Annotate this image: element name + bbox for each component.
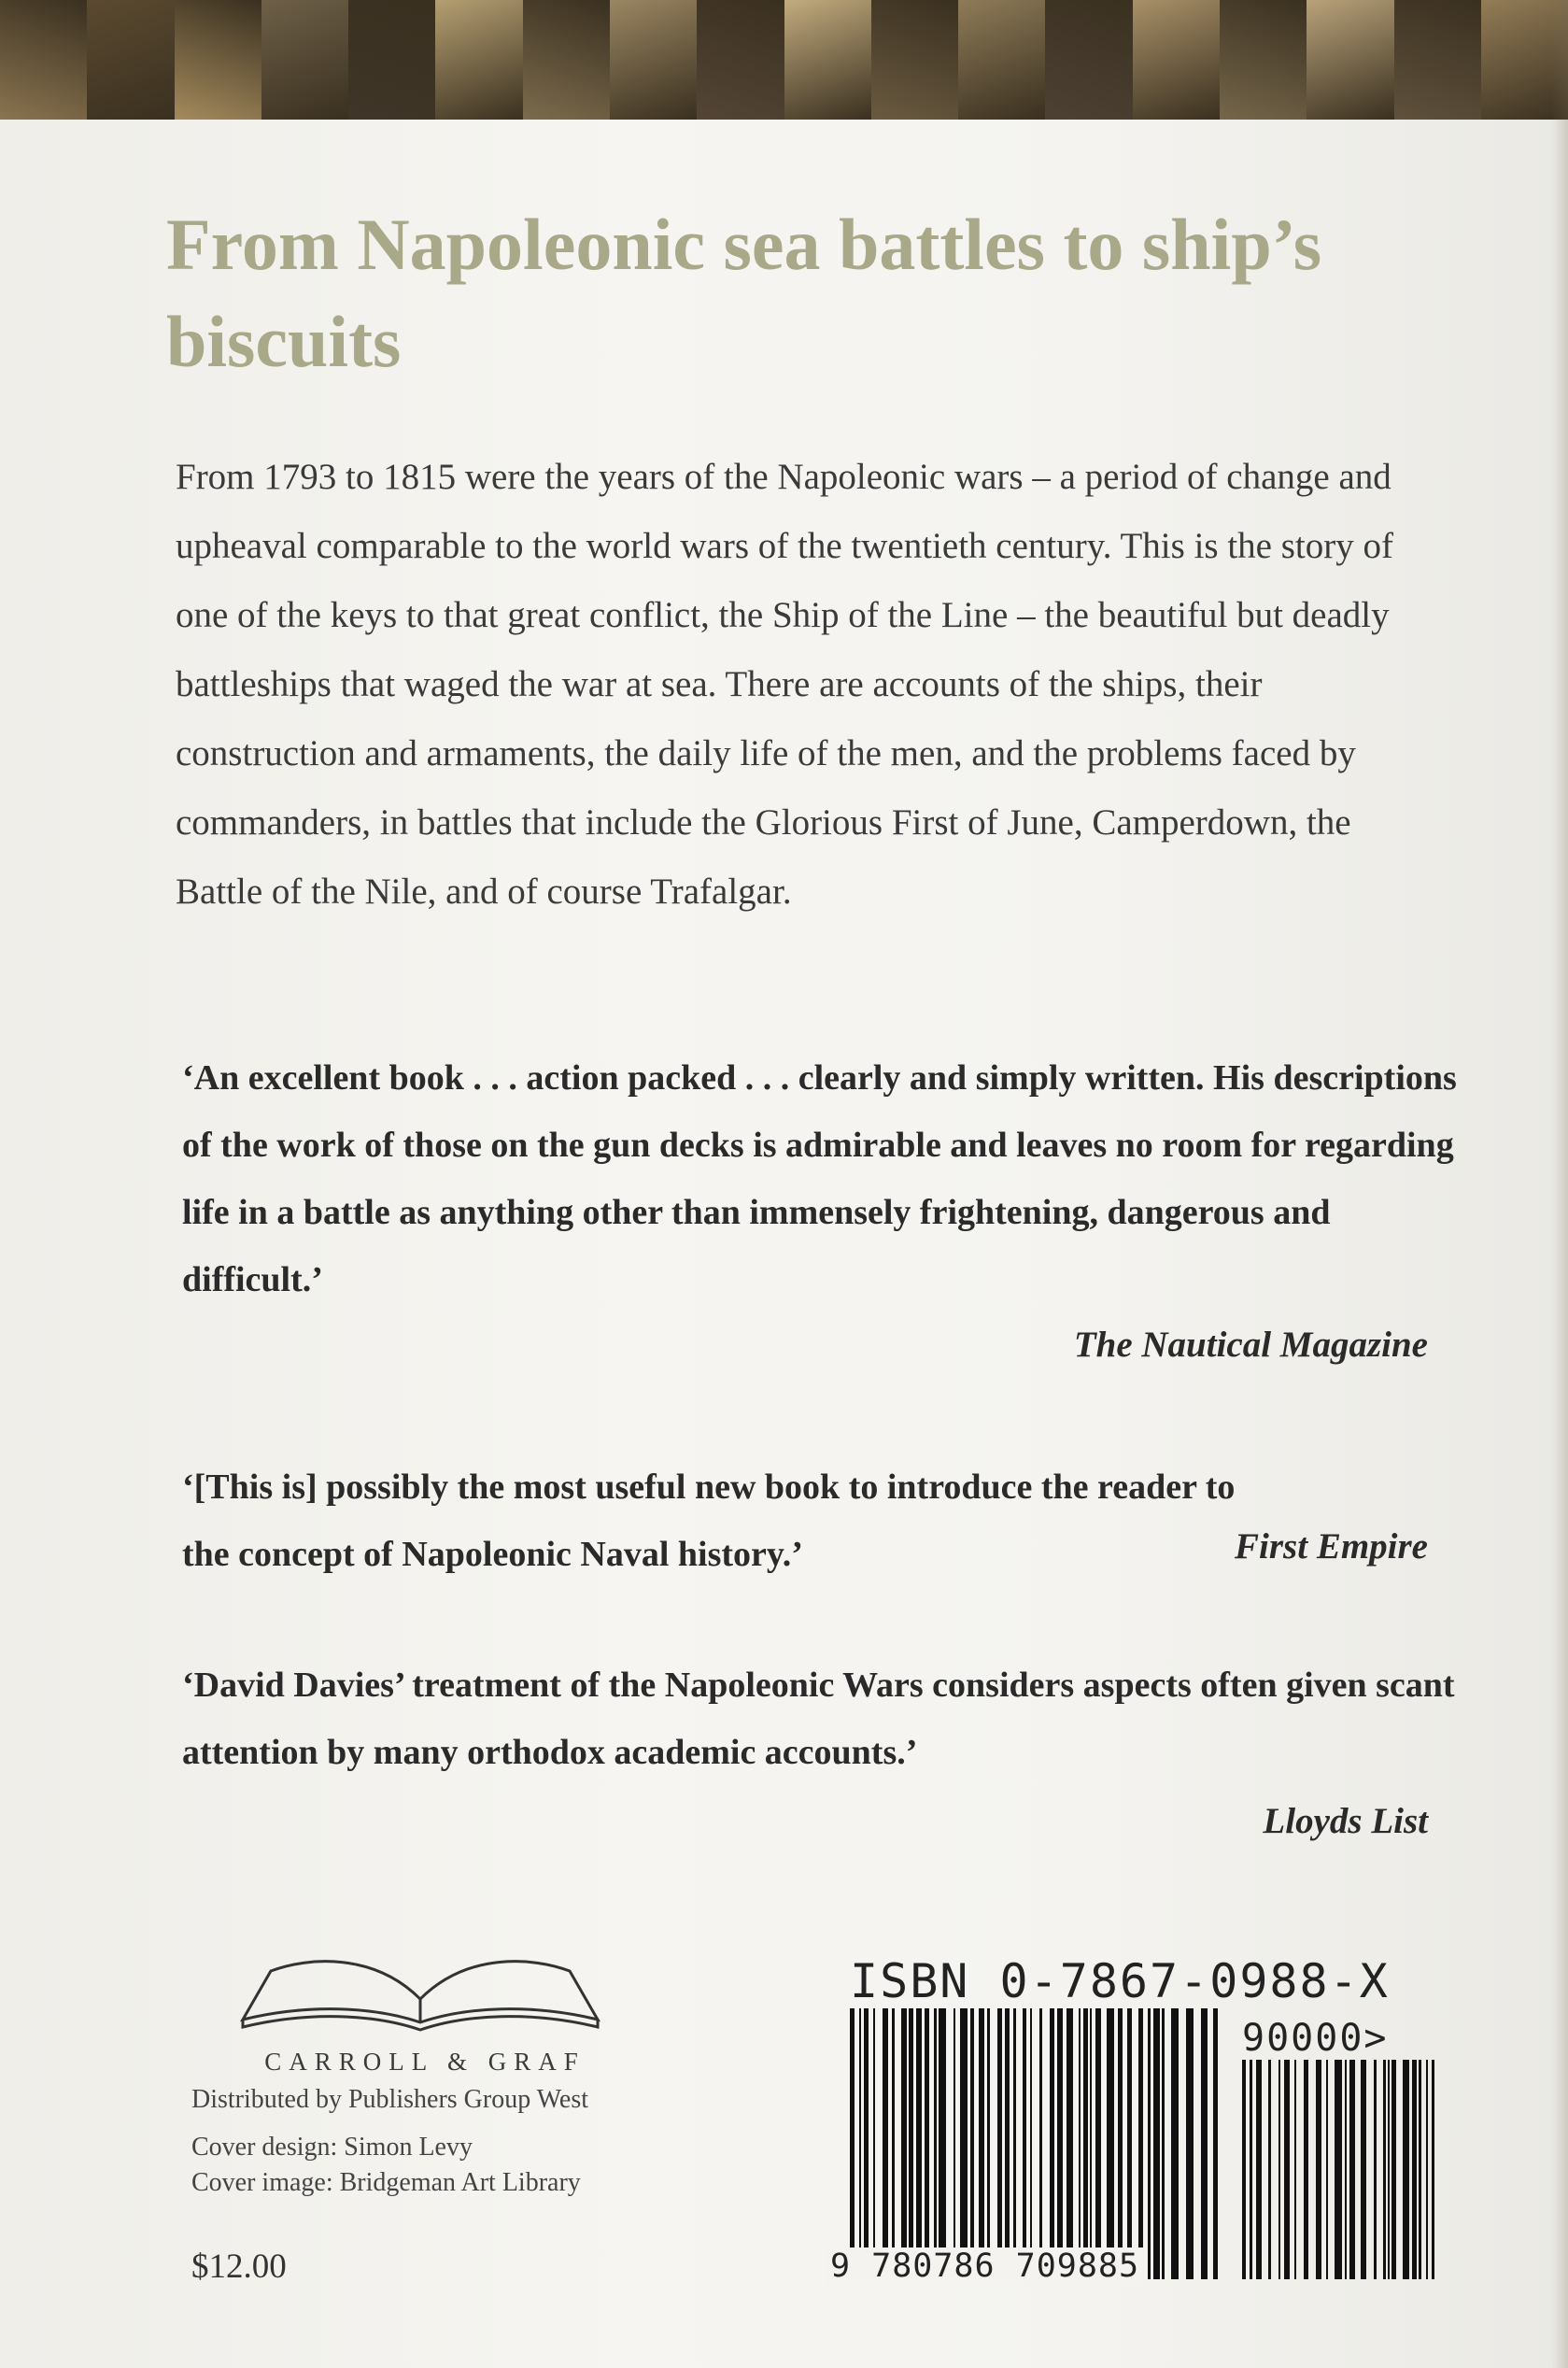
barcode-bar (1057, 2008, 1063, 2279)
strip-tile (87, 0, 174, 120)
barcode-bar (1138, 2008, 1143, 2279)
barcode-bar (1403, 2060, 1409, 2279)
barcode-bar (987, 2008, 990, 2279)
barcode-bar (1294, 2060, 1296, 2279)
barcode-bar (1383, 2060, 1386, 2279)
review-quote-2: ‘[This is] possibly the most useful new book to introduce the reader to the concept of Napoleonic Naval history.’ (182, 1468, 1236, 1574)
barcode-bar (1284, 2060, 1290, 2279)
barcode-bar (909, 2008, 913, 2279)
strip-tile (435, 0, 522, 120)
cover-design-credit: Cover design: Simon Levy (191, 2133, 473, 2162)
barcode-bar (1316, 2060, 1321, 2279)
barcode-bar (1050, 2008, 1054, 2279)
review-source-2: First Empire (1235, 1526, 1428, 1567)
barcode-bar (1388, 2060, 1390, 2279)
barcode-bar (925, 2008, 929, 2279)
barcode-bar (1419, 2060, 1421, 2279)
barcode-bar (1162, 2008, 1165, 2279)
barcode-bar (1335, 2060, 1342, 2279)
barcode-bar (1268, 2060, 1271, 2279)
barcode-bar (901, 2008, 907, 2279)
barcode-bar (1361, 2060, 1366, 2279)
barcode-bar (1171, 2008, 1179, 2279)
distributor-line: Distributed by Publishers Group West (191, 2085, 588, 2114)
barcode-bar (1426, 2060, 1428, 2279)
barcode-bar (1242, 2060, 1246, 2279)
strip-tile (1045, 0, 1132, 120)
barcode-bar (1095, 2008, 1101, 2279)
strip-tile (784, 0, 871, 120)
strip-tile (1133, 0, 1220, 120)
barcode-bar (1412, 2060, 1417, 2279)
spine-shadow (1551, 0, 1568, 2368)
barcode-bar (1186, 2008, 1194, 2279)
price: $12.00 (191, 2247, 287, 2286)
barcode-bar (1349, 2060, 1355, 2279)
barcode-digits: 9 780786 709885 (826, 2247, 1143, 2285)
book-description: From 1793 to 1815 were the years of the Napoleonic wars – a period of change and upheaval comparable to the world wars of the twentieth century. This is the story of one of the keys to that great conflict, the Ship of the Line – the beautiful but deadly battleships that waged the war at sea. There are accounts of the ships, their construction and armaments, the daily life of the men, and the problems faced by commanders, in battles that include the Glorious First of June, Camperdown, the Battle of the Nile, and of course Trafalgar. (176, 457, 1393, 912)
barcode-bar (960, 2008, 968, 2279)
barcode-bar (1083, 2008, 1088, 2279)
barcode-bar (850, 2008, 855, 2279)
barcode-bar (1256, 2060, 1262, 2279)
barcode-bar (1039, 2008, 1042, 2279)
barcode-bar (934, 2008, 937, 2279)
strip-tile (348, 0, 435, 120)
review-source-3: Lloyds List (1263, 1801, 1428, 1841)
barcode-addon-digits: 90000> (1242, 2017, 1389, 2060)
strip-tile (523, 0, 610, 120)
strip-tile (871, 0, 958, 120)
barcode-bar (970, 2008, 974, 2279)
publisher-name: CARROLL & GRAF (264, 2048, 586, 2076)
barcode-bar (1391, 2060, 1396, 2279)
barcode-bar (1118, 2008, 1123, 2279)
barcode-bar (1079, 2008, 1081, 2279)
barcode-bar (892, 2008, 895, 2279)
barcode-bar (1201, 2008, 1208, 2279)
barcode-bar (1278, 2060, 1280, 2279)
barcode-bar (997, 2008, 1002, 2279)
strip-tile (958, 0, 1045, 120)
barcode-bar (1013, 2008, 1016, 2279)
strip-tile (610, 0, 697, 120)
strip-tile (175, 0, 261, 120)
barcode-bar (1005, 2008, 1010, 2279)
barcode-bar (916, 2008, 922, 2279)
cover-image-strip (0, 0, 1568, 120)
barcode-bar (883, 2008, 888, 2279)
barcode-bar (939, 2008, 946, 2279)
cover-image-credit: Cover image: Bridgeman Art Library (191, 2168, 581, 2197)
barcode-bar (1127, 2008, 1132, 2279)
review-source-1: The Nautical Magazine (1073, 1325, 1428, 1365)
strip-tile (0, 0, 87, 120)
strip-tile (261, 0, 348, 120)
barcode-bar (1432, 2060, 1434, 2279)
barcode-bar (1326, 2060, 1328, 2279)
strip-tile (1394, 0, 1481, 120)
barcode-bar (859, 2008, 861, 2279)
barcode-bar (1374, 2060, 1377, 2279)
barcode-bar (873, 2008, 875, 2279)
barcode-bar (1213, 2008, 1218, 2279)
barcode-bar (1030, 2008, 1032, 2279)
strip-tile (1307, 0, 1393, 120)
headline: From Napoleonic sea battles to ship’s biscuits (166, 204, 1322, 382)
barcode-bar (1153, 2008, 1160, 2279)
barcode-bar (1067, 2008, 1073, 2279)
barcode-bar (954, 2008, 955, 2279)
strip-tile (1220, 0, 1307, 120)
barcode-bar (1107, 2008, 1114, 2279)
barcode-bar (1023, 2008, 1026, 2279)
barcode-bar (979, 2008, 984, 2279)
open-book-icon (233, 1934, 607, 2036)
barcode-bar (1090, 2008, 1092, 2279)
barcode-bar (1304, 2060, 1308, 2279)
strip-tile (697, 0, 784, 120)
isbn-number: ISBN 0-7867-0988-X (850, 1954, 1390, 2008)
barcode-bar (864, 2008, 869, 2279)
barcode-bar (1250, 2060, 1252, 2279)
barcode-bar (1345, 2060, 1347, 2279)
review-quote-3: ‘David Davies’ treatment of the Napoleonic Wars considers aspects often given scant attention by many orthodox academic accounts.’ (182, 1666, 1455, 1772)
barcode-bar (1148, 2008, 1151, 2279)
review-quote-1: ‘An excellent book . . . action packed . . . clearly and simply written. His descriptions of the work of those on the gun decks is admirable and leaves no room for regarding life in a battle as anything other than immensely frightening, dangerous and difficult.’ (182, 1058, 1457, 1299)
